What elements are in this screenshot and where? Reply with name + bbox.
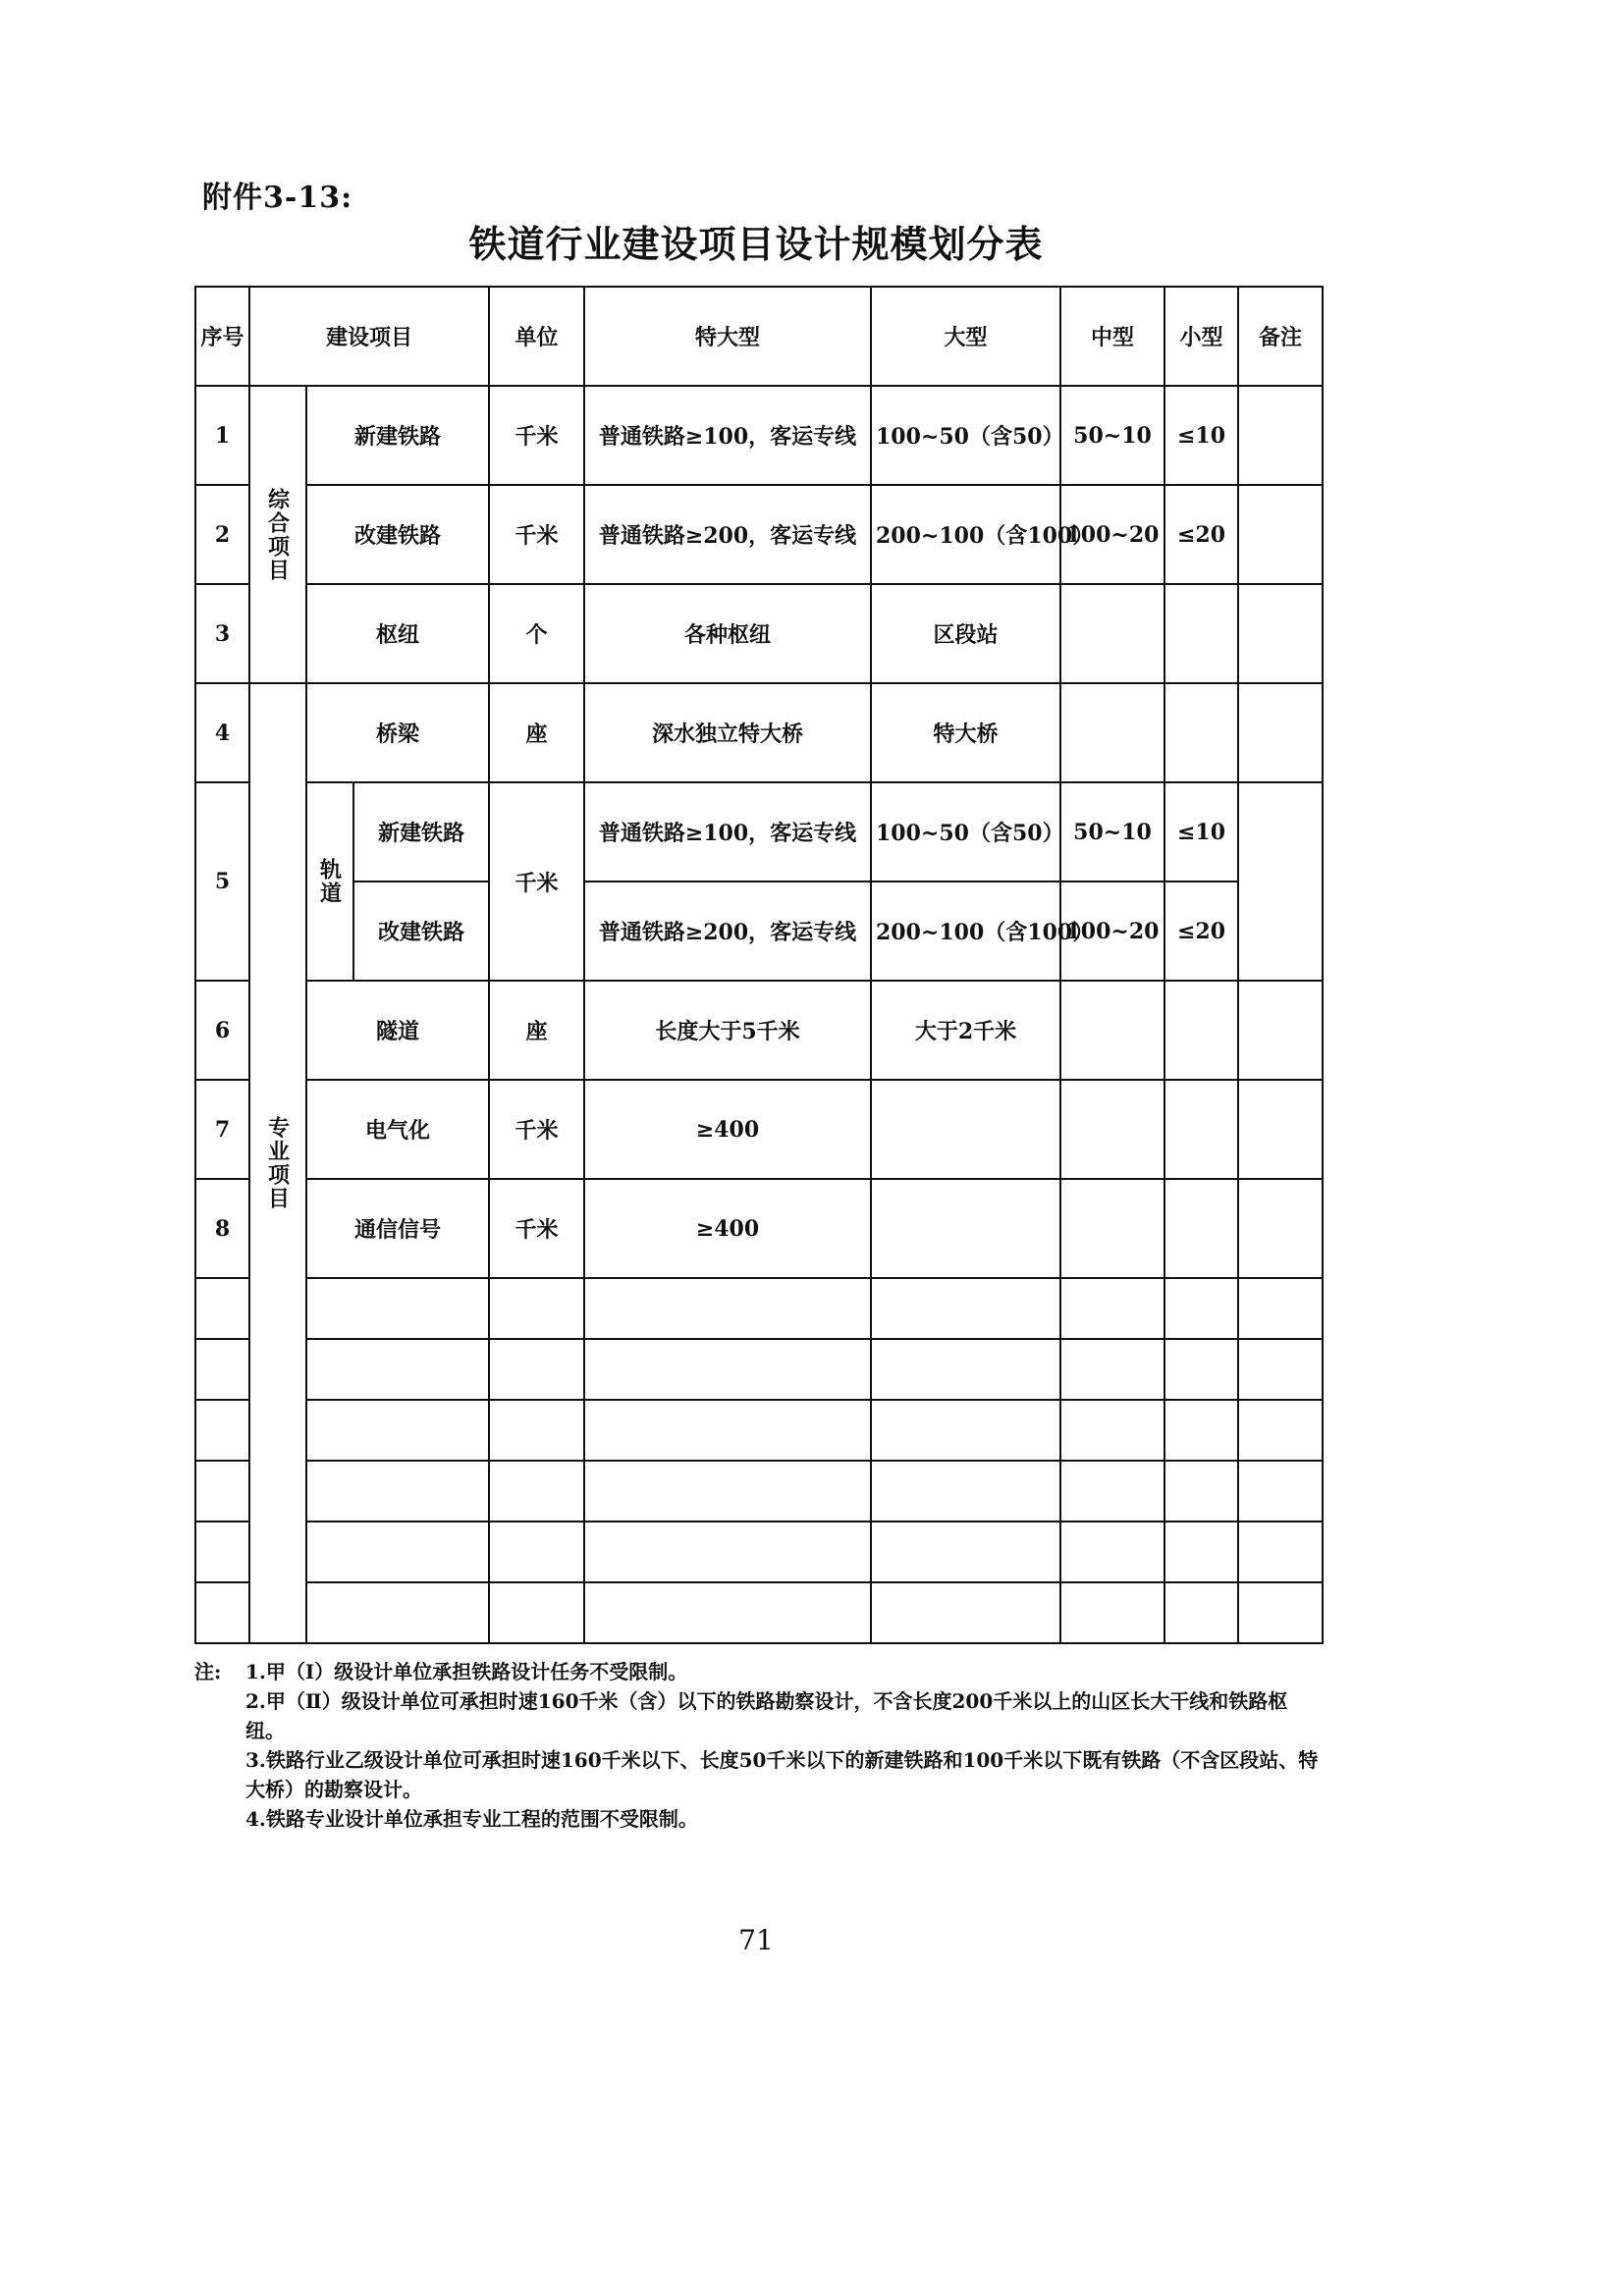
empty-cell [584,1582,871,1643]
table-row [195,485,1323,584]
row-large: 大于2千米 [871,981,1060,1080]
row-small: ≤10 [1164,386,1238,485]
row-medium: 50~10 [1060,782,1164,881]
page-title: 铁道行业建设项目设计规模划分表 [468,222,1044,266]
empty-cell [1238,1339,1323,1400]
row-medium [1060,1080,1164,1179]
empty-cell [871,1278,1060,1339]
row-seq: 3 [195,584,249,683]
empty-row [195,1339,1323,1400]
row-seq: 4 [195,683,249,782]
row-project: 新建铁路 [353,782,489,881]
empty-cell [195,1278,249,1339]
row-seq: 2 [195,485,249,584]
header-extra-large: 特大型 [584,287,871,386]
empty-cell [195,1339,249,1400]
row-unit: 千米 [489,782,584,981]
row-project: 隧道 [306,981,489,1080]
note-text: 1.甲（Ⅰ）级设计单位承担铁路设计任务不受限制。 [245,1660,688,1683]
note-text: 3.铁路行业乙级设计单位可承担时速160千米以下、长度50千米以下的新建铁路和100千米以下既有铁路（不含区段站、特大桥）的勘察设计。 [245,1748,1319,1801]
row-medium: 50~10 [1060,386,1164,485]
row-project: 桥梁 [306,683,489,782]
empty-cell [306,1522,489,1582]
empty-cell [584,1278,871,1339]
empty-cell [1238,1278,1323,1339]
empty-cell [306,1339,489,1400]
row-seq: 6 [195,981,249,1080]
empty-cell [195,1522,249,1582]
row-small [1164,1080,1238,1179]
empty-cell [195,1400,249,1461]
header-small: 小型 [1164,287,1238,386]
empty-cell [195,1582,249,1643]
empty-row [195,1522,1323,1582]
empty-cell [1060,1400,1164,1461]
row-small [1164,584,1238,683]
table-row [195,782,1323,881]
empty-cell [489,1278,584,1339]
row-seq: 8 [195,1179,249,1278]
header-remarks: 备注 [1238,287,1323,386]
empty-cell [1164,1461,1238,1522]
empty-cell [489,1400,584,1461]
row-remarks [1238,782,1323,981]
empty-cell [1060,1339,1164,1400]
row-unit: 个 [489,584,584,683]
row-project: 改建铁路 [306,485,489,584]
empty-row [195,1461,1323,1522]
empty-cell [489,1461,584,1522]
row-project: 电气化 [306,1080,489,1179]
empty-cell [306,1461,489,1522]
header-medium: 中型 [1060,287,1164,386]
empty-cell [871,1582,1060,1643]
row-small [1164,683,1238,782]
row-unit: 千米 [489,1080,584,1179]
row-remarks [1238,485,1323,584]
empty-cell [1164,1278,1238,1339]
row-extra-large: 普通铁路≥200，客运专线 [584,485,871,584]
empty-cell [195,1461,249,1522]
row-medium [1060,1179,1164,1278]
group-comprehensive: 综合项目 [249,386,306,683]
row-large: 100~50（含50） [871,386,1060,485]
empty-row [195,1400,1323,1461]
row-project: 新建铁路 [306,386,489,485]
row-unit: 千米 [489,386,584,485]
row-remarks [1238,386,1323,485]
empty-cell [1060,1278,1164,1339]
row-remarks [1238,981,1323,1080]
row-extra-large: 普通铁路≥100，客运专线 [584,782,871,881]
row-medium [1060,981,1164,1080]
row-medium [1060,683,1164,782]
scale-classification-table [194,286,1324,1644]
row-large: 特大桥 [871,683,1060,782]
notes-label: 注: [194,1660,222,1683]
row-seq: 7 [195,1080,249,1179]
header-project: 建设项目 [249,287,489,386]
row-unit: 千米 [489,485,584,584]
table-row [195,386,1323,485]
empty-cell [306,1278,489,1339]
row-remarks [1238,584,1323,683]
group-specialized: 专业项目 [249,683,306,1643]
notes-section [194,1657,1322,1834]
row-extra-large: 长度大于5千米 [584,981,871,1080]
row-small [1164,981,1238,1080]
row-medium [1060,584,1164,683]
row-extra-large: 普通铁路≥100，客运专线 [584,386,871,485]
empty-cell [489,1339,584,1400]
row-seq: 1 [195,386,249,485]
empty-cell [1060,1461,1164,1522]
empty-cell [584,1339,871,1400]
row-large: 100~50（含50） [871,782,1060,881]
row-unit: 千米 [489,1179,584,1278]
empty-cell [584,1522,871,1582]
row-remarks [1238,683,1323,782]
empty-cell [871,1461,1060,1522]
empty-cell [871,1522,1060,1582]
table-row [195,981,1323,1080]
empty-row [195,1278,1323,1339]
empty-cell [1238,1522,1323,1582]
row-extra-large: 深水独立特大桥 [584,683,871,782]
empty-cell [584,1400,871,1461]
row-extra-large: ≥400 [584,1080,871,1179]
note-item [194,1657,1322,1686]
row-unit: 座 [489,981,584,1080]
row-unit: 座 [489,683,584,782]
empty-cell [1238,1582,1323,1643]
row-large: 200~100（含100） [871,881,1060,981]
page-number: 71 [738,1924,774,1956]
row-large: 区段站 [871,584,1060,683]
row-small [1164,1179,1238,1278]
table-row [195,584,1323,683]
empty-cell [1164,1522,1238,1582]
row-small: ≤10 [1164,782,1238,881]
table-row [195,881,1323,981]
empty-cell [1238,1461,1323,1522]
row-medium: 100~20 [1060,881,1164,981]
header-seq: 序号 [195,287,249,386]
row-large [871,1080,1060,1179]
row-extra-large: 普通铁路≥200，客运专线 [584,881,871,981]
row-project: 改建铁路 [353,881,489,981]
row-project: 枢纽 [306,584,489,683]
row-medium: 100~20 [1060,485,1164,584]
empty-cell [306,1400,489,1461]
table-row [195,1080,1323,1179]
attachment-label: 附件3-13: [202,181,353,215]
table-row [195,1179,1323,1278]
empty-cell [1164,1339,1238,1400]
empty-row [195,1582,1323,1643]
empty-cell [1060,1582,1164,1643]
row-seq: 5 [195,782,249,981]
row-remarks [1238,1080,1323,1179]
empty-cell [489,1582,584,1643]
empty-cell [1060,1522,1164,1582]
empty-cell [584,1461,871,1522]
empty-cell [871,1400,1060,1461]
empty-cell [489,1522,584,1582]
note-text: 4.铁路专业设计单位承担专业工程的范围不受限制。 [245,1807,698,1831]
row-small: ≤20 [1164,881,1238,981]
header-unit: 单位 [489,287,584,386]
row-large [871,1179,1060,1278]
note-text: 2.甲（Ⅱ）级设计单位可承担时速160千米（含）以下的铁路勘察设计，不含长度200千米以上的山区长大干线和铁路枢纽。 [245,1689,1288,1742]
empty-cell [1164,1582,1238,1643]
group-track: 轨道 [306,782,353,981]
empty-cell [1238,1400,1323,1461]
empty-cell [306,1582,489,1643]
header-large: 大型 [871,287,1060,386]
row-remarks [1238,1179,1323,1278]
empty-cell [871,1339,1060,1400]
row-extra-large: 各种枢纽 [584,584,871,683]
table-row [195,683,1323,782]
header-row [195,287,1323,386]
row-small: ≤20 [1164,485,1238,584]
row-extra-large: ≥400 [584,1179,871,1278]
empty-cell [1164,1400,1238,1461]
row-project: 通信信号 [306,1179,489,1278]
row-large: 200~100（含100） [871,485,1060,584]
